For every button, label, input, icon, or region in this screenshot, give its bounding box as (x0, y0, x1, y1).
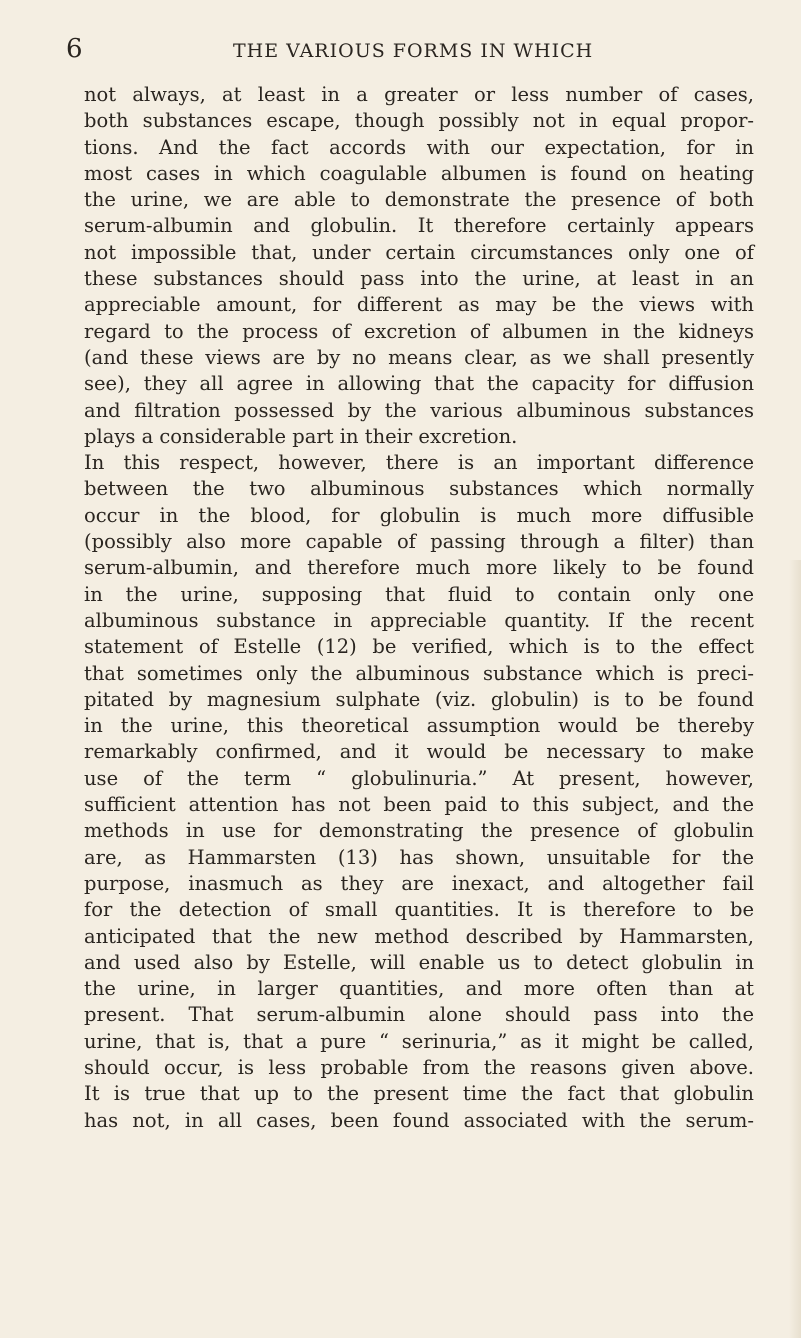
text-line: these substances should pass into the urine, at least in an (84, 267, 754, 291)
text-line: appreciable amount, for different as may be the views with (84, 293, 754, 317)
text-line: most cases in which coagulable albumen is found on heating (84, 161, 754, 185)
text-line: not always, at least in a greater or less number of cases, (84, 83, 754, 106)
page-number: 6 (66, 34, 83, 64)
text-line: has not, in all cases, been found associated with the serum- (84, 1108, 754, 1132)
text-line: tions. And the fact accords with our expectation, for in (84, 135, 754, 159)
text-line: use of the term “ globulinuria.” At present, however, (84, 766, 754, 790)
text-line: the urine, we are able to demonstrate the presence of both (84, 188, 754, 212)
text-line: anticipated that the new method described by Hammarsten, (84, 924, 754, 948)
text-line: the urine, in larger quantities, and more often than at (84, 977, 754, 1001)
text-line: sufficient attention has not been paid to this subject, and the (84, 793, 754, 817)
text-line: that sometimes only the albuminous substance which is preci- (84, 661, 754, 685)
text-line: between the two albuminous substances which normally (84, 477, 754, 501)
text-line: methods in use for demonstrating the presence of globulin (84, 819, 754, 843)
page-edge-shadow (789, 560, 801, 1338)
running-head: THE VARIOUS FORMS IN WHICH (233, 40, 594, 62)
text-line: purpose, inasmuch as they are inexact, and altogether fail (84, 871, 754, 895)
text-line: (possibly also more capable of passing through a filter) than (84, 530, 754, 554)
text-line: It is true that up to the present time the fact that globulin (84, 1082, 754, 1106)
text-line: in the urine, supposing that fluid to contain only one (84, 582, 754, 606)
text-line: in the urine, this theoretical assumption would be thereby (84, 714, 754, 738)
text-line: urine, that is, that a pure “ serinuria,” as it might be called, (84, 1029, 754, 1053)
text-line: see), they all agree in allowing that the capacity for diffusion (84, 372, 754, 396)
text-line: plays a considerable part in their excretion. (84, 424, 518, 448)
body-text (84, 82, 754, 1134)
text-line: regard to the process of excretion of albumen in the kidneys (84, 319, 754, 343)
text-line: occur in the blood, for globulin is much more diffusible (84, 503, 754, 527)
text-line: and used also by Estelle, will enable us to detect globulin in (84, 950, 754, 974)
text-line: for the detection of small quantities. It is therefore to be (84, 898, 754, 922)
text-line: and filtration possessed by the various albuminous substances (84, 398, 754, 422)
text-line: statement of Estelle (12) be verified, which is to the effect (84, 635, 754, 659)
text-line: should occur, is less probable from the reasons given above. (84, 1055, 754, 1079)
text-line: not impossible that, under certain circumstances only one of (84, 240, 754, 264)
text-line: In this respect, however, there is an important difference (84, 451, 754, 475)
text-line: both substances escape, though possibly not in equal propor- (84, 109, 754, 133)
text-line: serum-albumin and globulin. It therefore certainly appears (84, 214, 754, 238)
text-line: (and these views are by no means clear, as we shall presently (84, 345, 754, 369)
text-line: albuminous substance in appreciable quantity. If the recent (84, 608, 754, 632)
text-line: are, as Hammarsten (13) has shown, unsuitable for the (84, 845, 754, 869)
text-line: present. That serum-albumin alone should pass into the (84, 1003, 754, 1027)
text-line: remarkably confirmed, and it would be necessary to make (84, 740, 754, 764)
text-line: serum-albumin, and therefore much more likely to be found (84, 556, 754, 580)
text-line: pitated by magnesium sulphate (viz. globulin) is to be found (84, 687, 754, 711)
